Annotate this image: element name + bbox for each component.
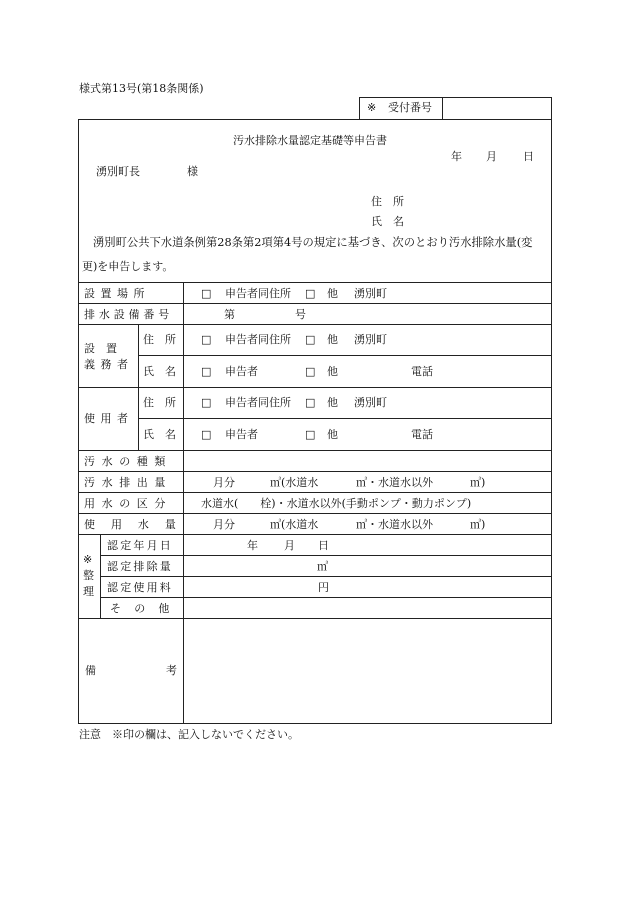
location-label: 設置場所 <box>84 287 150 300</box>
installer-label-line1: 設 置 <box>84 342 117 355</box>
date-day: 日 <box>523 150 534 163</box>
water-usage-monthly: 月分 <box>213 518 235 531</box>
declaration-line1: 湧別町公共下水道条例第28条第2項第4号の規定に基づき、次のとおり汚水排除水量(変 <box>93 236 533 249</box>
water-usage-label: 使用水量 <box>84 518 192 531</box>
applicant-name-label: 氏 名 <box>371 215 404 228</box>
processing-side-1: 整 <box>83 569 94 582</box>
water-usage-nontap: ㎥・水道水以外 <box>356 518 433 531</box>
location-checkbox-1[interactable]: □ <box>201 287 212 300</box>
installer-label-line2: 義務者 <box>84 358 134 371</box>
user-address-label: 住 所 <box>143 396 176 409</box>
declaration-line2: 更)を申告します。 <box>82 260 174 273</box>
water-usage-tap: ㎥(水道水 <box>270 518 319 531</box>
installer-address-checkbox-1[interactable]: □ <box>201 333 212 346</box>
sewage-discharge-unit: ㎥) <box>470 476 486 489</box>
processing-other-label: その他 <box>110 602 183 615</box>
sewage-type-label: 汚水の種類 <box>84 455 172 468</box>
installer-name-checkbox-2[interactable]: □ <box>305 365 316 378</box>
date-month: 月 <box>486 150 497 163</box>
installer-name-option-2: 他 <box>327 365 338 378</box>
receipt-mark: ※ <box>367 101 377 114</box>
installer-address-town: 湧別町 <box>354 333 387 346</box>
date-year: 年 <box>451 150 462 163</box>
processing-amount-unit: ㎥ <box>317 560 328 573</box>
processing-date-month: 月 <box>284 539 295 552</box>
sewage-discharge-tap: ㎥(水道水 <box>270 476 319 489</box>
equipment-go: 号 <box>295 308 306 321</box>
honorific: 様 <box>187 165 198 178</box>
processing-fee-label: 認定使用料 <box>107 581 173 594</box>
water-class-label: 用水の区分 <box>84 497 172 510</box>
sewage-discharge-monthly: 月分 <box>213 476 235 489</box>
installer-phone-label: 電話 <box>411 365 433 378</box>
location-option-1: 申告者同住所 <box>225 287 291 300</box>
location-checkbox-2[interactable]: □ <box>305 287 316 300</box>
water-usage-unit: ㎥) <box>470 518 486 531</box>
user-name-checkbox-2[interactable]: □ <box>305 428 316 441</box>
receipt-label: 受付番号 <box>388 101 432 114</box>
form-number: 様式第13号(第18条関係) <box>79 82 204 95</box>
remarks-label-right: 考 <box>166 664 177 677</box>
addressee: 湧別町長 <box>96 165 140 178</box>
sewage-discharge-label: 汚水排出量 <box>84 476 172 489</box>
applicant-address-label: 住 所 <box>371 195 404 208</box>
user-name-label: 氏 名 <box>143 428 176 441</box>
user-address-option-1: 申告者同住所 <box>225 396 291 409</box>
form-title: 汚水排除水量認定基礎等申告書 <box>233 134 387 147</box>
remarks-label-left: 備 <box>85 664 96 677</box>
processing-date-label: 認定年月日 <box>107 539 173 552</box>
equipment-dai: 第 <box>224 308 235 321</box>
location-option-2: 他 <box>327 287 338 300</box>
installer-address-checkbox-2[interactable]: □ <box>305 333 316 346</box>
installer-name-label: 氏 名 <box>143 365 176 378</box>
user-name-option-2: 他 <box>327 428 338 441</box>
remarks-field[interactable] <box>186 621 548 720</box>
user-address-town: 湧別町 <box>354 396 387 409</box>
user-address-option-2: 他 <box>327 396 338 409</box>
equipment-label: 排水設備番号 <box>84 308 174 321</box>
sewage-discharge-nontap: ㎥・水道水以外 <box>356 476 433 489</box>
footnote: 注意 ※印の欄は、記入しないでください。 <box>79 728 299 741</box>
water-class-text: 水道水( 栓)・水道水以外(手動ポンプ・動力ポンプ) <box>201 497 472 510</box>
user-label: 使用者 <box>84 412 134 425</box>
installer-address-option-2: 他 <box>327 333 338 346</box>
installer-address-label: 住 所 <box>143 333 176 346</box>
processing-date-year: 年 <box>247 539 258 552</box>
user-name-checkbox-1[interactable]: □ <box>201 428 212 441</box>
receipt-number-field[interactable] <box>444 99 550 117</box>
processing-mark: ※ <box>83 553 93 566</box>
user-address-checkbox-2[interactable]: □ <box>305 396 316 409</box>
processing-side-2: 理 <box>83 585 94 598</box>
user-name-option-1: 申告者 <box>225 428 258 441</box>
installer-address-option-1: 申告者同住所 <box>225 333 291 346</box>
installer-name-option-1: 申告者 <box>225 365 258 378</box>
user-phone-label: 電話 <box>411 428 433 441</box>
user-address-checkbox-1[interactable]: □ <box>201 396 212 409</box>
location-town: 湧別町 <box>354 287 387 300</box>
processing-amount-label: 認定排除量 <box>107 560 173 573</box>
processing-date-day: 日 <box>318 539 329 552</box>
processing-fee-unit: 円 <box>318 581 329 594</box>
installer-name-checkbox-1[interactable]: □ <box>201 365 212 378</box>
